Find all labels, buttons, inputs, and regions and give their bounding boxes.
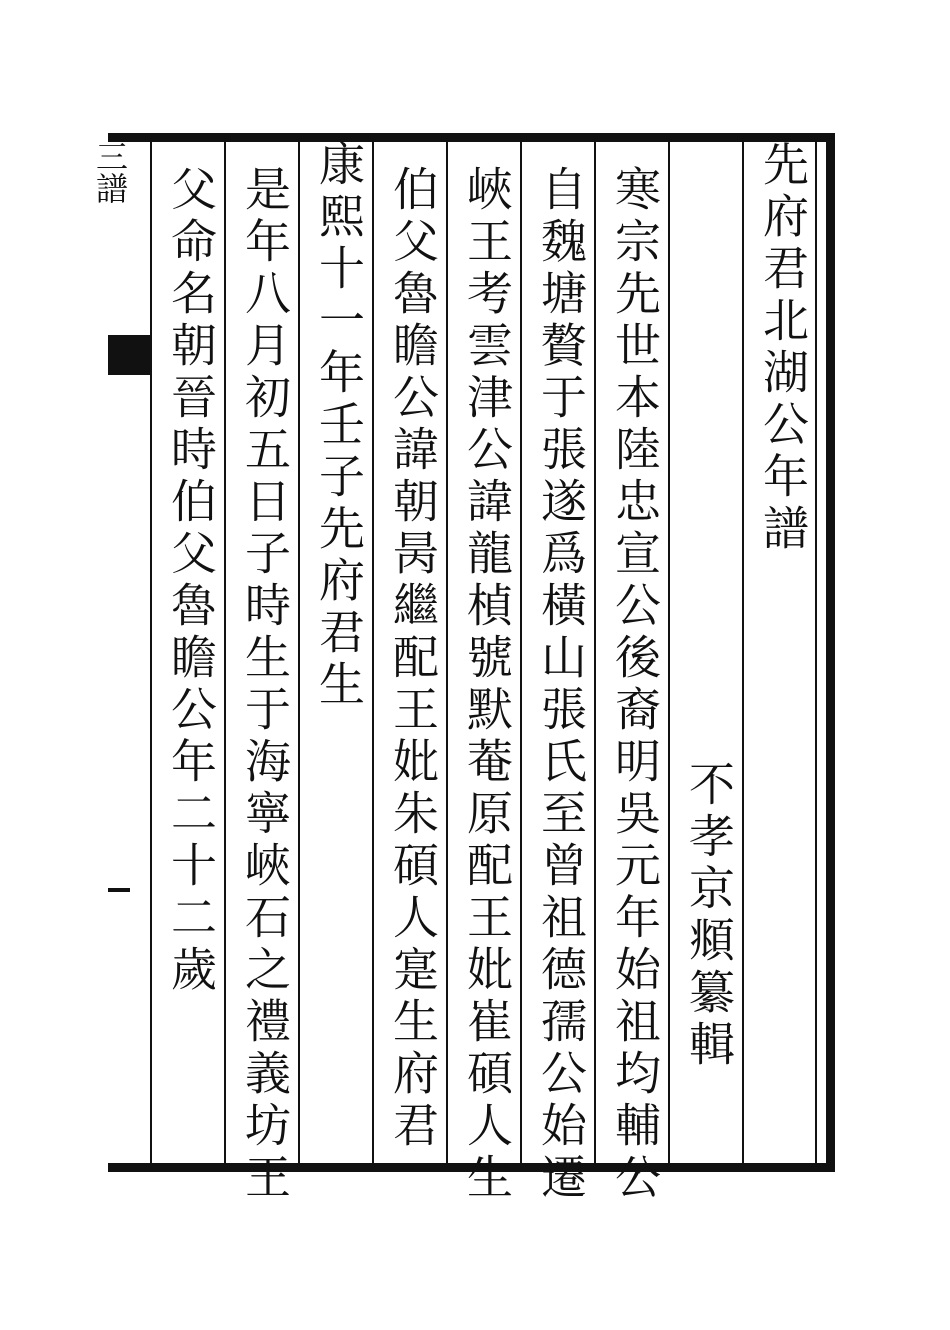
compiler-line: 不孝京頫纂輯 <box>682 760 736 1072</box>
text-column-4: 伯父魯瞻公諱朝昺繼配王妣朱碩人寔生府君 <box>386 165 440 1153</box>
text-column-3: 峽王考雲津公諱龍楨號默菴原配王妣崔碩人生 <box>460 165 514 1205</box>
page-frame-right-inner <box>815 142 817 1163</box>
margin-tick <box>108 888 130 892</box>
column-rule <box>520 142 522 1163</box>
column-rule <box>372 142 374 1163</box>
column-rule <box>224 142 226 1163</box>
column-rule <box>742 142 744 1163</box>
column-rule <box>594 142 596 1163</box>
text-column-2: 自魏塘贅于張遂爲橫山張氏至曾祖德孺公始遷 <box>534 165 588 1205</box>
column-rule <box>668 142 670 1163</box>
text-column-1: 寒宗先世本陸忠宣公後裔明吳元年始祖均輔公 <box>608 165 662 1205</box>
column-rule <box>150 142 152 1163</box>
text-column-6: 是年八月初五日子時生于海寧峽石之禮義坊王 <box>238 165 292 1205</box>
column-rule <box>298 142 300 1163</box>
text-column-7: 父命名朝晉時伯父魯瞻公年二十二歲 <box>164 165 218 997</box>
margin-label: 三譜 <box>91 140 129 204</box>
text-column-5: 康熙十一年壬子先府君生 <box>312 140 366 712</box>
page-frame-top <box>108 133 835 142</box>
page-title: 先府君北湖公年譜 <box>756 140 810 556</box>
page-frame-right <box>826 133 835 1172</box>
column-rule <box>446 142 448 1163</box>
fish-tail-mark <box>108 335 150 383</box>
